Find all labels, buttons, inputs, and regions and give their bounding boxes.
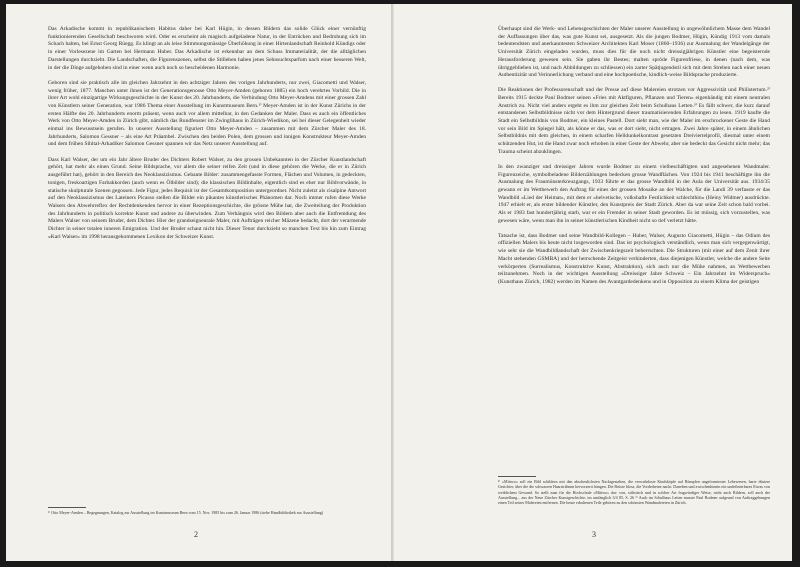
paragraph: Dass Karl Walser, der um ein Jahr ältere Bruder des Dichters Robert Walser, zu den grossen Unbekannten in der Zürcher Kunstlandschaft gehört, hat mehr als einen Grund. Seine Bildsprache, vor allem die seiner reifen Zeit (und in diese gehören die Werke, die er in Zürich ausgeführt hat), gehört in den Bereich des Neoklassizismus. Gebaute Bilder: zusammengefasste Formen, Flächen und Volumen, in gedeckten, tonigen, freskoartigen Farbakkorden (auch wenn es Ölbilder sind); die klassischen Bildinhalte, eigentlich sind es eher nur Bildvorwände, in statische skulpturale Szenen gegossen. Jede Figur, jedes Requisit ist der Gesamtkomposition untergeordnet. Nicht zuletzt als cisalpine Antwort auf den Neoklassizismus des Lateiners Picasso stellen die Bilder ein pikantes künstlerisches Phänomen dar. Noch immer rufen diese Werke Walsers den Abwehrreflex der Rechtdenkenden hervor in einer Rezeptionsgeschichte, die grösste Mühe hat, die Zweiteilung der Produktion des Jahrhunderts in politisch korrekte Kunst und andere zu überwinden. Zum Verhängnis wird den Bildern aber auch die Entfremdung des Malers Walser von seinem Bruder, dem Dichter. Hier der grandseigneurale Maler, mit Aufträgen reicher Mäzene bedacht, dort der verarmende Dichter in seiner totalen inneren Emigration. Und der Bruder schaut nicht hin. Dieser Tenor durchzieht so manchen Text bis hin zum Eintrag «Karl Walser» im 1998 herausgekommenen Lexikon der Schweizer Kunst. [48,156,366,240]
paragraph: Geboren sind sie praktisch alle im gleichen Jahrzehnt in den achtziger Jahren des vorigen Jahrhunderts, nur zwei, Giacometti und Walser, wenig früher, 1877. Manchen unter ihnen ist der Generationsgenosse Otto Meyer-Amden (geboren 1885) ein hoch verehrtes Vorbild. Die in ihrer Art wohl einzigartige Wirkungsgeschichte in der Kunst des 20. Jahrhunderts, die Verbindung Otto Meyer-Amdens mit einer grossen Zahl von Künstlern seiner Generation, war 1986 Thema einer Ausstellung im Kunstmuseum Bern.¹⁾ Meyer-Amden ist in der Kunst Zürichs in der ersten Hälfte des 20. Jahrhunderts enorm präsent, wenn auch vor allem mittelbar, in den Gedanken der Maler. Dass es auch ein öffentliches Werk von Otto Meyer-Amden in Zürich gibt, nämlich das Rundfenster im Zwinglihaus in Zürich-Wiedikon, sei bei dieser Gelegenheit wieder einmal ins Bewusstsein gerufen. In unserer Ausstellung figuriert Otto Meyer-Amden – zusammen mit dem Zürcher Maler des 18. Jahrhunderts, Salomon Gessner – als eine Art Präambel. Zwischen den beiden Polen, dem grossen und innigen Konstrukteur Meyer-Amden und dem frühen Sihltal-Arkadiker Salomon Gessner spannen wir das Netz unserer Ausstellung auf. [48,79,366,148]
footnote [48,501,348,515]
right-page [394,4,792,561]
paragraph: Die Reaktionen der Professorenschaft und der Presse auf diese Malereien strotzen vor Aggressivität und Philistertum.²⁾ Bereits 1915 deckte Paul Bodmer seinen «Fries mit Aktfiguren, Pflanzen und Tieren» eigenhändig mit einem neutralen Anstrich zu. Nicht viel anders ergeht es ihm zur gleichen Zeit beim Schulhaus Letten.³⁾ Es fällt schwer, die kurz darauf entstandenen Selbstbildnisse nicht vor dem Hintergrund dieser traumatisierenden Erfahrungen zu lesen. 1919 kaufte die Stadt ein Selbstbildnis von Bodmer, ein kleines Pastell. Dort sieht man, wie der Maler im erschrockener Geste die Hand vor sein Bild im Spiegel hält, als könne er das, was er dort sieht, nicht ertragen. Zwei Jahre später, in einem ähnlichen Selbstbildnis mit dem gleichen, in einem scharfen Helldunkelkontrast gesetzten Dreiviertelprofil, diesmal unter einem schützenden Hut, ist die Hand zwar noch erhoben in einer Geste der Abwehr, aber sie bedeckt das Gesicht nicht mehr; das Trauma scheint abzuklingen. [498,87,770,155]
footnote [498,470,770,505]
footnote-text: ²⁾ «Mittwo» soll ein Bild schildern mit den abscheulichsten Nacktgestalten, die verwahrloste Kindsköpfe auf Rümpfen ungeformtester Lebewesen, harte düstere Gesichter, über die die schwarzen Haarsträhnen hervorzerrt hängen. Die Brüste blosz, die Vorderbeine nackt. Daneben und zwischenhinein ein undefinierbares Etwas von weiblichem Gewand. So stellt man für die Hochschule «Mittwo» dar: von, stilistisch und in solcher Art fragwürdiger Weise, nicht auch Bildern, soll auch der Ausstellung... aus der Neue Zürcher Kunstgeschichte, im umfänglich 3/4 85, S. 26 ³⁾ Auch im Schulhaus Letten musste Paul Bodmer aufgrund von Auftraggebungen einen Teil seiner Malereien entfernen. Die heute erhaltenen Teile gehören zu den schönsten Wandmalereien in Zürich. [498,479,770,506]
left-text-column [48,26,366,249]
right-text-column [498,26,770,294]
paragraph: Überhaupt sind die Werk- und Lebensgeschichten der Maler unserer Ausstellung in ungewöhnlichem Masse dem Wandel der Auffassungen über das, was gute Kunst sei, ausgesetzt. Als die jungen Bodmer, Hügin, Kündig 1913 vom damals bedeutendsten und anerkanntesten Schweizer Architekten Karl Moser (1860–1936) zur Ausmalung der Wandelgänge der Universität Zürich eingeladen wurden, muss dies für die noch nicht dreissigjährigen Künstler eine begeisternde Herausforderung gewesen sein. Sie gaben ihr Bestes; malten spröde Figurenfriese, in denen (nach dem, was übriggeblieben ist, und nach Abbildungen zu schliessen) ein zarter Spätjugendstil sich mit dem Streben nach einer neuen Authentizität und Verinnerlichung verband und eine hochpoetische, kindlich-weise Bildsprache produzierte. [498,26,770,79]
paragraph: Tatsache ist, dass Bodmer und seine Wandbild-Kollegen – Huber, Walser, Augusto Giacometti, Hügin – das Odium des offiziellen Malers bis heute nicht losgeworden sind. Das ist psychologisch verständlich, wenn man sich vergegenwärtigt, wie sehr sie die Wandbildlandschaft der Zwischenkriegszeit beherrschten. Die Strukturen (mit einer auf dem Zenit ihrer Macht stehenden GSMBA) und der herrschende Zeitgeist verhinderten, dass diejenigen Künstler, welche die andere Seite verkörperten (Surrealismus, Konstruktive Kunst, Abstraktion), sich auch nur die Mühe nahmen, an Wettbewerben teilzunehmen. Noch in der wichtigen Ausstellung «Dreissiger Jahre Schweiz – Ein Jahrzehnt im Widerspruch» (Kunsthaus Zürich, 1982) werden im Namen des Avantgardedenkens und in Opposition zu einem Klima der geistigen [498,232,770,285]
left-page [6,4,392,561]
paragraph: In den zwanziger und dreissiger Jahren wurde Bodmer zu einem vielbeschäftigten und angesehenen Wandmaler. Figurenzeiche, symbolbeladene Bilderzählungen bedecken grosse Wandflächen. Von 1924 bis 1941 beschäftigte ihn die Ausmalung des Fraumünsterkreuzgangs, 1933 führte er das grosse Wandbild in der Aula der Universität aus. 1934/35 gewann er im Wettbewerb den Auftrag für eines der grossen Mosaike an der Walche, für die Landi 39 verfasste er das Wandbild «Lied der Heimat», mit dem er «helvetische, volkshafte Festlichkeit schlechthin» (Heiny Widmer) ausdrückte. 1947 erhielt er, als erster bildender Künstler, den Kunstpreis der Stadt Zürich. Aber da war seine Zeit schon bald vorbei. Als er 1983 fast hundertjährig starb, war er ein Fremder in seiner Stadt geworden. Es ist müssig, sich vorzustellen, was gewesen wäre, wenn man ihn in seiner künstlerischen Kindheit nicht so tief verletzt hätte. [498,163,770,224]
footnote-text: ¹⁾ Otto Meyer-Amden – Begegnungen, Katalog zur Ausstellung im Kunstmuseum Bern vom 15. Nov. 1985 bis zum 26. Januar 1986 (siehe Handbibliothek zur Ausstellung) [48,510,324,515]
paragraph: Das Arkadische kommt in republikanischem Habitus daher bei Karl Hügin, in dessen Bildern das solide Glück einer vernünftig funktionierenden Gesellschaft beschworen wird. Oder es erscheint als magisch aufgeladene Natur, in der Entrücken und Bedrohung sich im Schach halten, bei Ernst Georg Rüegg. Es klingt an als leise Stimmungsmässige Überhöhung in einer Hirtenlandschaft Reinhold Kündigs oder in einer Vorlesezene im Garten bei Hermann Huber. Das Arkadische ist erkennbar an dem Schuss Immaterialität, der die alltäglichen Darstellungen durchzieht. Die Landschaften, die Figurenszenen, selbst die Stilleben haben jenes Sehnsuchtsparfum nach einer besseren Welt, in der die Dinge aufgehoben sind in einer wenn auch noch so bescheidenen Harmonie. [48,26,366,71]
page-number: 2 [194,530,198,539]
page-number: 3 [592,530,596,539]
footnote-rule [48,507,86,508]
footnote-rule [498,476,536,477]
